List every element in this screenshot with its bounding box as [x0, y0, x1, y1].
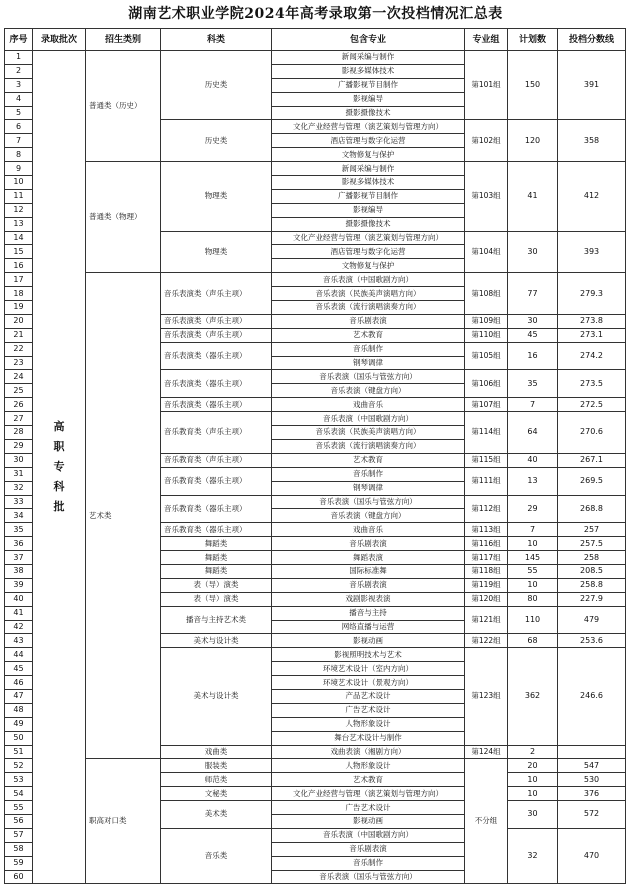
score-cell: 269.5 [558, 467, 626, 495]
subject-cell: 音乐教育类（器乐主项） [161, 523, 272, 537]
row-number-cell: 21 [5, 328, 33, 342]
plan-cell: 7 [508, 398, 558, 412]
major-cell: 音乐制作 [272, 342, 465, 356]
header-cell: 计划数 [508, 29, 558, 51]
major-cell: 音乐表演（民族美声演唱方向） [272, 287, 465, 301]
group-cell: 第110组 [465, 328, 508, 342]
major-cell: 新闻采编与制作 [272, 162, 465, 176]
score-cell: 253.6 [558, 634, 626, 648]
score-cell [558, 745, 626, 759]
plan-cell: 68 [508, 634, 558, 648]
subject-cell: 音乐教育类（声乐主项） [161, 453, 272, 467]
score-cell: 479 [558, 606, 626, 634]
major-cell: 音乐剧表演 [272, 314, 465, 328]
row-number-cell: 56 [5, 814, 33, 828]
major-cell: 艺术教育 [272, 773, 465, 787]
row-number-cell: 18 [5, 287, 33, 301]
row-number-cell: 47 [5, 689, 33, 703]
score-cell: 257.5 [558, 537, 626, 551]
row-number-cell: 23 [5, 356, 33, 370]
row-number-cell: 35 [5, 523, 33, 537]
subject-cell: 戏曲类 [161, 745, 272, 759]
group-cell: 第123组 [465, 648, 508, 745]
header-cell: 专业组 [465, 29, 508, 51]
group-cell: 第105组 [465, 342, 508, 370]
subject-cell: 文秘类 [161, 787, 272, 801]
subject-cell: 音乐表演类（声乐主项） [161, 314, 272, 328]
row-number-cell: 60 [5, 870, 33, 884]
major-cell: 广播影视节目制作 [272, 189, 465, 203]
subject-cell: 物理类 [161, 231, 272, 273]
row-number-cell: 59 [5, 856, 33, 870]
score-cell: 470 [558, 828, 626, 884]
row-number-cell: 41 [5, 606, 33, 620]
score-cell: 391 [558, 51, 626, 120]
plan-cell: 80 [508, 592, 558, 606]
row-number-cell: 42 [5, 620, 33, 634]
major-cell: 音乐制作 [272, 856, 465, 870]
major-cell: 音乐表演（流行演唱演奏方向） [272, 301, 465, 315]
row-number-cell: 50 [5, 731, 33, 745]
header-cell: 投档分数线 [558, 29, 626, 51]
row-number-cell: 1 [5, 51, 33, 65]
category-cell: 普通类（历史） [86, 51, 161, 162]
row-number-cell: 46 [5, 676, 33, 690]
score-cell: 547 [558, 759, 626, 773]
major-cell: 音乐剧表演 [272, 578, 465, 592]
major-cell: 影视动画 [272, 634, 465, 648]
group-cell: 第115组 [465, 453, 508, 467]
header-cell: 录取批次 [33, 29, 86, 51]
row-number-cell: 49 [5, 717, 33, 731]
group-cell: 第112组 [465, 495, 508, 523]
row-number-cell: 52 [5, 759, 33, 773]
major-cell: 音乐表演（键盘方向） [272, 384, 465, 398]
score-cell: 393 [558, 231, 626, 273]
group-cell: 不分组 [465, 759, 508, 884]
row-number-cell: 36 [5, 537, 33, 551]
score-cell: 208.5 [558, 564, 626, 578]
subject-cell: 历史类 [161, 51, 272, 120]
plan-cell: 30 [508, 801, 558, 829]
major-cell: 钢琴调律 [272, 481, 465, 495]
group-cell: 第114组 [465, 412, 508, 454]
score-cell: 267.1 [558, 453, 626, 467]
row-number-cell: 8 [5, 148, 33, 162]
major-cell: 网络直播与运营 [272, 620, 465, 634]
header-cell: 招生类别 [86, 29, 161, 51]
row-number-cell: 58 [5, 842, 33, 856]
row-number-cell: 55 [5, 801, 33, 815]
subject-cell: 物理类 [161, 162, 272, 231]
group-cell: 第117组 [465, 551, 508, 565]
score-cell: 530 [558, 773, 626, 787]
plan-cell: 32 [508, 828, 558, 884]
plan-cell: 16 [508, 342, 558, 370]
group-cell: 第107组 [465, 398, 508, 412]
plan-cell: 29 [508, 495, 558, 523]
plan-cell: 30 [508, 231, 558, 273]
subject-cell: 服装类 [161, 759, 272, 773]
subject-cell: 音乐表演类（器乐主项） [161, 398, 272, 412]
plan-cell: 20 [508, 759, 558, 773]
row-number-cell: 44 [5, 648, 33, 662]
group-cell: 第116组 [465, 537, 508, 551]
group-cell: 第124组 [465, 745, 508, 759]
subject-cell: 美术与设计类 [161, 634, 272, 648]
plan-cell: 150 [508, 51, 558, 120]
group-cell: 第121组 [465, 606, 508, 634]
row-number-cell: 3 [5, 78, 33, 92]
row-number-cell: 28 [5, 426, 33, 440]
major-cell: 音乐表演（中国歌剧方向） [272, 412, 465, 426]
row-number-cell: 31 [5, 467, 33, 481]
major-cell: 人物形象设计 [272, 759, 465, 773]
plan-cell: 10 [508, 787, 558, 801]
major-cell: 酒店管理与数字化运营 [272, 134, 465, 148]
major-cell: 音乐表演（民族美声演唱方向） [272, 426, 465, 440]
group-cell: 第111组 [465, 467, 508, 495]
score-cell: 273.1 [558, 328, 626, 342]
row-number-cell: 27 [5, 412, 33, 426]
row-number-cell: 15 [5, 245, 33, 259]
subject-cell: 舞蹈类 [161, 564, 272, 578]
score-cell: 257 [558, 523, 626, 537]
major-cell: 影视编导 [272, 203, 465, 217]
score-cell: 268.8 [558, 495, 626, 523]
subject-cell: 播音与主持艺术类 [161, 606, 272, 634]
major-cell: 影视动画 [272, 814, 465, 828]
category-cell: 职高对口类 [86, 759, 161, 884]
major-cell: 文物修复与保护 [272, 259, 465, 273]
score-cell: 273.5 [558, 370, 626, 398]
plan-cell: 35 [508, 370, 558, 398]
group-cell: 第101组 [465, 51, 508, 120]
major-cell: 音乐表演（流行演唱演奏方向） [272, 439, 465, 453]
score-cell: 258 [558, 551, 626, 565]
major-cell: 文化产业经营与管理（演艺策划与管理方向） [272, 787, 465, 801]
row-number-cell: 51 [5, 745, 33, 759]
row-number-cell: 13 [5, 217, 33, 231]
score-cell: 358 [558, 120, 626, 162]
major-cell: 音乐表演（国乐与管弦方向） [272, 370, 465, 384]
row-number-cell: 9 [5, 162, 33, 176]
plan-cell: 7 [508, 523, 558, 537]
subject-cell: 音乐表演类（声乐主项） [161, 273, 272, 315]
major-cell: 艺术教育 [272, 328, 465, 342]
plan-cell: 10 [508, 773, 558, 787]
major-cell: 摄影摄像技术 [272, 106, 465, 120]
plan-cell: 10 [508, 578, 558, 592]
group-cell: 第113组 [465, 523, 508, 537]
major-cell: 舞蹈表演 [272, 551, 465, 565]
major-cell: 音乐剧表演 [272, 842, 465, 856]
row-number-cell: 20 [5, 314, 33, 328]
row-number-cell: 6 [5, 120, 33, 134]
group-cell: 第109组 [465, 314, 508, 328]
score-cell: 273.8 [558, 314, 626, 328]
header-cell: 序号 [5, 29, 33, 51]
table-row [5, 51, 626, 65]
major-cell: 音乐表演（中国歌剧方向） [272, 828, 465, 842]
score-cell: 376 [558, 787, 626, 801]
plan-cell: 45 [508, 328, 558, 342]
major-cell: 音乐表演（国乐与管弦方向） [272, 495, 465, 509]
subject-cell: 美术类 [161, 801, 272, 829]
plan-cell: 362 [508, 648, 558, 745]
row-number-cell: 33 [5, 495, 33, 509]
plan-cell: 30 [508, 314, 558, 328]
header-cell: 包含专业 [272, 29, 465, 51]
major-cell: 人物形象设计 [272, 717, 465, 731]
major-cell: 新闻采编与制作 [272, 51, 465, 65]
category-cell: 普通类（物理） [86, 162, 161, 273]
major-cell: 戏曲音乐 [272, 523, 465, 537]
subject-cell: 音乐表演类（声乐主项） [161, 328, 272, 342]
row-number-cell: 57 [5, 828, 33, 842]
major-cell: 音乐表演（中国歌剧方向） [272, 273, 465, 287]
row-number-cell: 40 [5, 592, 33, 606]
major-cell: 影视照明技术与艺术 [272, 648, 465, 662]
row-number-cell: 22 [5, 342, 33, 356]
row-number-cell: 4 [5, 92, 33, 106]
major-cell: 影视编导 [272, 92, 465, 106]
row-number-cell: 48 [5, 703, 33, 717]
major-cell: 音乐剧表演 [272, 537, 465, 551]
major-cell: 国际标准舞 [272, 564, 465, 578]
score-cell: 246.6 [558, 648, 626, 745]
group-cell: 第108组 [465, 273, 508, 315]
table-row [5, 162, 626, 176]
major-cell: 环境艺术设计（景观方向） [272, 676, 465, 690]
plan-cell: 120 [508, 120, 558, 162]
plan-cell: 77 [508, 273, 558, 315]
plan-cell: 55 [508, 564, 558, 578]
row-number-cell: 39 [5, 578, 33, 592]
row-number-cell: 53 [5, 773, 33, 787]
subject-cell: 音乐教育类（器乐主项） [161, 467, 272, 495]
page-title: 湖南艺术职业学院2024年高考录取第一次投档情况汇总表 [128, 6, 503, 22]
row-number-cell: 2 [5, 64, 33, 78]
score-cell: 227.9 [558, 592, 626, 606]
row-number-cell: 19 [5, 301, 33, 315]
row-number-cell: 25 [5, 384, 33, 398]
group-cell: 第106组 [465, 370, 508, 398]
row-number-cell: 11 [5, 189, 33, 203]
row-number-cell: 54 [5, 787, 33, 801]
score-cell: 279.3 [558, 273, 626, 315]
major-cell: 戏曲表演（湘剧方向） [272, 745, 465, 759]
table-row [5, 759, 626, 773]
subject-cell: 历史类 [161, 120, 272, 162]
major-cell: 摄影摄像技术 [272, 217, 465, 231]
major-cell: 产品艺术设计 [272, 689, 465, 703]
subject-cell: 师范类 [161, 773, 272, 787]
table-row [5, 273, 626, 287]
group-cell: 第103组 [465, 162, 508, 231]
major-cell: 艺术教育 [272, 453, 465, 467]
major-cell: 钢琴调律 [272, 356, 465, 370]
group-cell: 第104组 [465, 231, 508, 273]
subject-cell: 美术与设计类 [161, 648, 272, 745]
score-cell: 274.2 [558, 342, 626, 370]
row-number-cell: 14 [5, 231, 33, 245]
group-cell: 第118组 [465, 564, 508, 578]
row-number-cell: 34 [5, 509, 33, 523]
row-number-cell: 16 [5, 259, 33, 273]
category-cell: 艺术类 [86, 273, 161, 759]
major-cell: 广告艺术设计 [272, 703, 465, 717]
row-number-cell: 45 [5, 662, 33, 676]
row-number-cell: 24 [5, 370, 33, 384]
major-cell: 音乐制作 [272, 467, 465, 481]
subject-cell: 音乐教育类（器乐主项） [161, 495, 272, 523]
score-cell: 272.5 [558, 398, 626, 412]
major-cell: 广播影视节目制作 [272, 78, 465, 92]
score-cell: 258.8 [558, 578, 626, 592]
major-cell: 音乐表演（键盘方向） [272, 509, 465, 523]
major-cell: 戏剧影视表演 [272, 592, 465, 606]
plan-cell: 40 [508, 453, 558, 467]
major-cell: 戏曲音乐 [272, 398, 465, 412]
major-cell: 播音与主持 [272, 606, 465, 620]
row-number-cell: 30 [5, 453, 33, 467]
group-cell: 第122组 [465, 634, 508, 648]
plan-cell: 10 [508, 537, 558, 551]
subject-cell: 音乐类 [161, 828, 272, 884]
subject-cell: 表（导）演类 [161, 592, 272, 606]
group-cell: 第120组 [465, 592, 508, 606]
row-number-cell: 5 [5, 106, 33, 120]
row-number-cell: 32 [5, 481, 33, 495]
row-number-cell: 17 [5, 273, 33, 287]
major-cell: 文物修复与保护 [272, 148, 465, 162]
subject-cell: 音乐表演类（器乐主项） [161, 370, 272, 398]
group-cell: 第119组 [465, 578, 508, 592]
header-row [5, 29, 626, 51]
subject-cell: 舞蹈类 [161, 537, 272, 551]
subject-cell: 舞蹈类 [161, 551, 272, 565]
major-cell: 舞台艺术设计与制作 [272, 731, 465, 745]
group-cell: 第102组 [465, 120, 508, 162]
major-cell: 影视多媒体技术 [272, 64, 465, 78]
subject-cell: 音乐教育类（声乐主项） [161, 412, 272, 454]
plan-cell: 145 [508, 551, 558, 565]
score-cell: 412 [558, 162, 626, 231]
score-cell: 572 [558, 801, 626, 829]
major-cell: 环境艺术设计（室内方向） [272, 662, 465, 676]
major-cell: 广告艺术设计 [272, 801, 465, 815]
major-cell: 文化产业经营与管理（演艺策划与管理方向） [272, 231, 465, 245]
plan-cell: 64 [508, 412, 558, 454]
row-number-cell: 43 [5, 634, 33, 648]
admission-table [4, 28, 626, 884]
plan-cell: 41 [508, 162, 558, 231]
row-number-cell: 29 [5, 439, 33, 453]
subject-cell: 音乐表演类（器乐主项） [161, 342, 272, 370]
major-cell: 酒店管理与数字化运营 [272, 245, 465, 259]
row-number-cell: 37 [5, 551, 33, 565]
row-number-cell: 38 [5, 564, 33, 578]
plan-cell: 13 [508, 467, 558, 495]
row-number-cell: 10 [5, 176, 33, 190]
header-cell: 科类 [161, 29, 272, 51]
row-number-cell: 12 [5, 203, 33, 217]
plan-cell: 2 [508, 745, 558, 759]
batch-cell: 高 职 专 科 批 [33, 51, 86, 884]
subject-cell: 表（导）演类 [161, 578, 272, 592]
row-number-cell: 7 [5, 134, 33, 148]
row-number-cell: 26 [5, 398, 33, 412]
plan-cell: 110 [508, 606, 558, 634]
score-cell: 270.6 [558, 412, 626, 454]
major-cell: 文化产业经营与管理（演艺策划与管理方向） [272, 120, 465, 134]
major-cell: 影视多媒体技术 [272, 176, 465, 190]
major-cell: 音乐表演（国乐与管弦方向） [272, 870, 465, 884]
